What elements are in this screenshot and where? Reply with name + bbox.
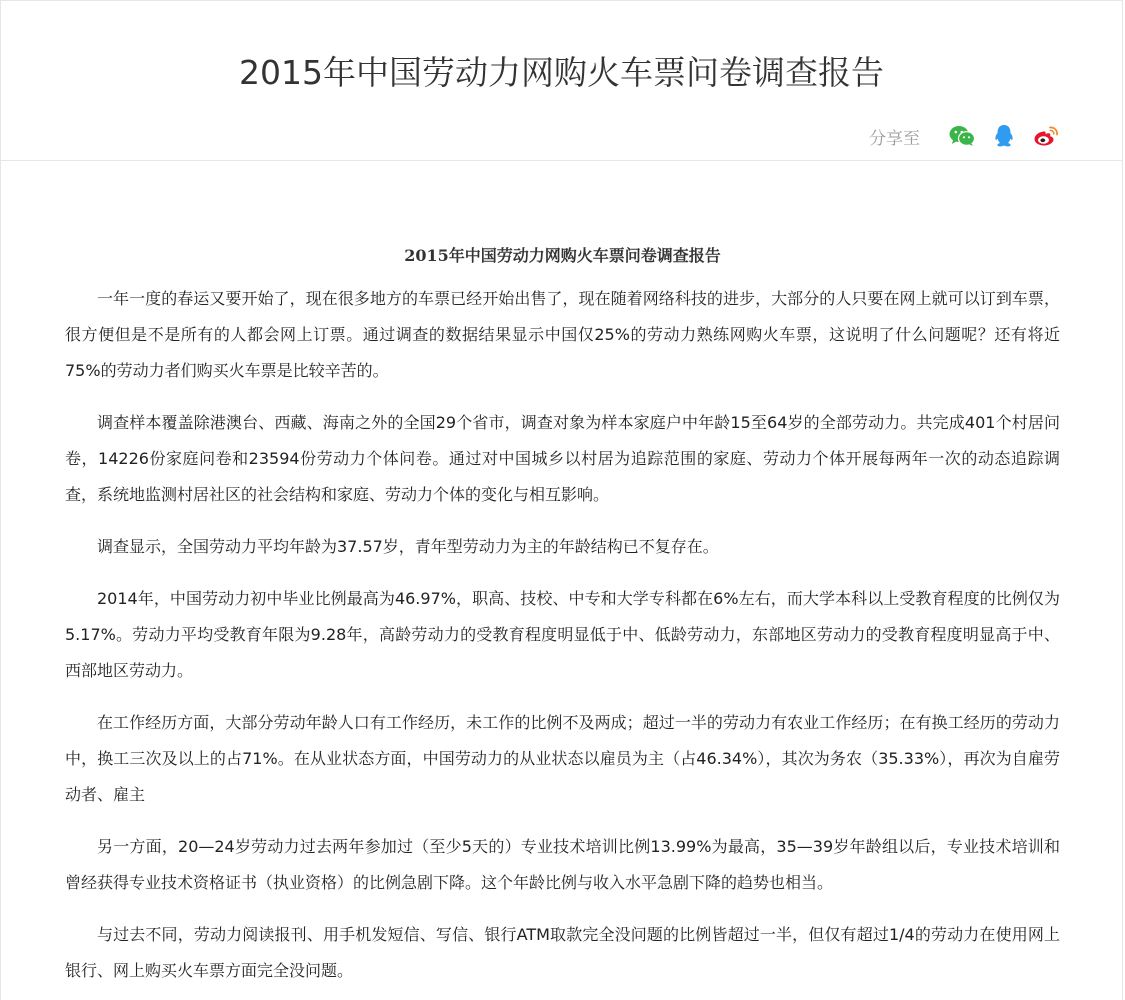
article-paragraph: 2014年，中国劳动力初中毕业比例最高为46.97%，职高、技校、中专和大学专科都在6%左右，而大学本科以上受教育程度的比例仅为5.17%。劳动力平均受教育年限为9.28年，高龄劳动力的受教育程度明显低于中、低龄劳动力，东部地区劳动力的受教育程度明显高于中、西部地区劳动力。 xyxy=(65,589,1060,680)
qq-icon xyxy=(993,124,1015,148)
wechat-share-button[interactable] xyxy=(948,122,976,150)
article-body xyxy=(65,231,1060,1000)
article-paragraph: 另一方面，20—24岁劳动力过去两年参加过（至少5天的）专业技术培训比例13.99%为最高，35—39岁年龄组以后，专业技术培训和曾经获得专业技术资格证书（执业资格）的比例急剧下降。这个年龄比例与收入水平急剧下降的趋势也相当。 xyxy=(65,837,1060,892)
article-paragraph: 在工作经历方面，大部分劳动年龄人口有工作经历，未工作的比例不及两成；超过一半的劳动力有农业工作经历；在有换工经历的劳动力中，换工三次及以上的占71%。在从业状态方面，中国劳动力的从业状态以雇员为主（占46.34%），其次为务农（35.33%），再次为自雇劳动者、雇主 xyxy=(65,713,1060,804)
article-paragraph: 与过去不同，劳动力阅读报刊、用手机发短信、写信、银行ATM取款完全没问题的比例皆超过一半，但仅有超过1/4的劳动力在使用网上银行、网上购买火车票方面完全没问题。 xyxy=(65,925,1060,980)
share-bar xyxy=(869,121,1060,151)
qq-share-button[interactable] xyxy=(990,122,1018,150)
weibo-share-button[interactable] xyxy=(1032,122,1060,150)
page-header xyxy=(1,1,1122,161)
share-label: 分享至 xyxy=(869,128,920,149)
article-paragraph: 调查样本覆盖除港澳台、西藏、海南之外的全国29个省市，调查对象为样本家庭户中年龄15至64岁的全部劳动力。共完成401个村居问卷，14226份家庭问卷和23594份劳动力个体问卷。通过对中国城乡以村居为追踪范围的家庭、劳动力个体开展每两年一次的动态追踪调查，系统地监测村居社区的社会结构和家庭、劳动力个体的变化与相互影响。 xyxy=(65,413,1060,504)
article-paragraph: 调查显示，全国劳动力平均年龄为37.57岁，青年型劳动力为主的年龄结构已不复存在。 xyxy=(97,537,719,556)
page-title: 2015年中国劳动力网购火车票问卷调查报告 xyxy=(239,53,884,92)
weibo-icon xyxy=(1033,125,1059,147)
article-title: 2015年中国劳动力网购火车票问卷调查报告 xyxy=(404,246,721,265)
wechat-icon xyxy=(949,125,975,147)
article-paragraph: 一年一度的春运又要开始了，现在很多地方的车票已经开始出售了，现在随着网络科技的进步，大部分的人只要在网上就可以订到车票，很方便但是不是所有的人都会网上订票。通过调查的数据结果显示中国仅25%的劳动力熟练网购火车票，这说明了什么问题呢？还有将近75%的劳动力者们购买火车票是比较辛苦的。 xyxy=(65,289,1060,380)
